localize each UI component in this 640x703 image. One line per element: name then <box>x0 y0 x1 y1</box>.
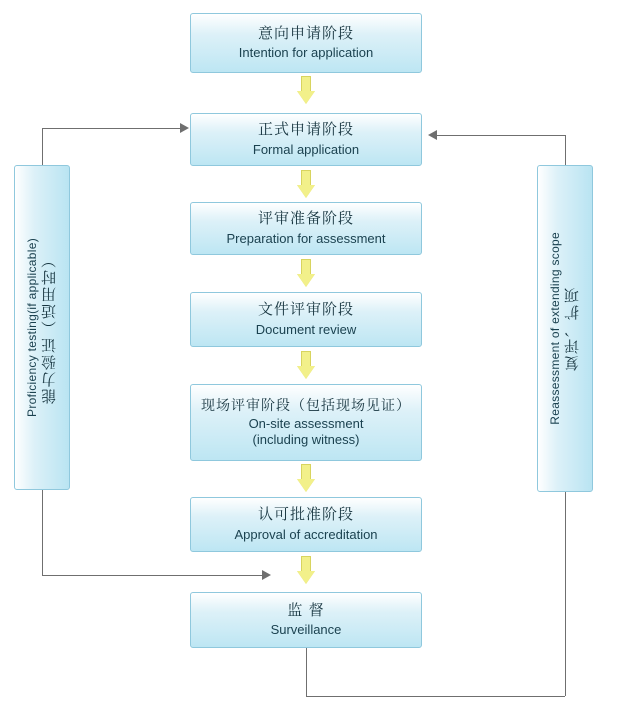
node-formal-application-en: Formal application <box>252 141 360 157</box>
connector-left-top-arrowhead <box>180 123 189 133</box>
node-approval-en: Approval of accreditation <box>234 526 378 542</box>
connector-right-bottom-vertical <box>306 648 307 696</box>
node-approval[interactable] <box>190 497 422 552</box>
arrow-approval-to-surveillance <box>297 556 315 584</box>
node-preparation-en: Preparation for assessment <box>226 230 386 246</box>
sidebar-reassessment-cn: 复评、扩项 <box>563 286 581 371</box>
connector-left-bottom-arrowhead <box>262 570 271 580</box>
node-document-review-cn: 文件评审阶段 <box>257 301 354 318</box>
connector-right-bottom-riser <box>565 492 566 696</box>
node-onsite-assessment-cn: 现场评审阶段（包括现场见证） <box>201 396 411 413</box>
arrow-document-to-onsite <box>297 351 315 379</box>
arrow-intention-to-formal <box>297 76 315 104</box>
node-formal-application-cn: 正式申请阶段 <box>257 121 354 138</box>
arrow-onsite-to-approval <box>297 464 315 492</box>
node-intention[interactable] <box>190 13 422 73</box>
connector-right-top-arrowhead <box>428 130 437 140</box>
arrow-preparation-to-document <box>297 259 315 287</box>
connector-right-top-horizontal <box>437 135 565 136</box>
node-preparation-cn: 评审准备阶段 <box>257 210 354 227</box>
sidebar-reassessment[interactable] <box>537 165 593 492</box>
node-document-review[interactable] <box>190 292 422 347</box>
connector-right-bottom-horizontal <box>306 696 565 697</box>
node-surveillance-cn: 监 督 <box>287 601 325 619</box>
connector-left-top-vertical <box>42 128 43 165</box>
sidebar-proficiency-testing[interactable] <box>14 165 70 490</box>
connector-right-top-vertical <box>565 135 566 165</box>
node-document-review-en: Document review <box>255 321 357 337</box>
node-formal-application[interactable] <box>190 113 422 166</box>
sidebar-proficiency-testing-en: Proficiency testing(if applicable) <box>24 238 39 417</box>
node-intention-cn: 意向申请阶段 <box>257 24 354 42</box>
arrow-formal-to-preparation <box>297 170 315 198</box>
sidebar-reassessment-en: Reassessment of extending scope <box>547 232 562 425</box>
node-approval-cn: 认可批准阶段 <box>257 506 354 523</box>
node-preparation[interactable] <box>190 202 422 255</box>
node-onsite-assessment[interactable] <box>190 384 422 461</box>
sidebar-proficiency-testing-cn: 能力验证（适用时） <box>40 251 58 404</box>
node-surveillance[interactable] <box>190 592 422 648</box>
node-onsite-assessment-en: On-site assessment <box>248 416 364 431</box>
node-intention-en: Intention for application <box>238 45 374 61</box>
connector-left-bottom-vertical <box>42 490 43 575</box>
node-surveillance-en: Surveillance <box>270 622 342 638</box>
connector-left-top-horizontal <box>42 128 182 129</box>
connector-left-bottom-horizontal <box>42 575 264 576</box>
node-onsite-assessment-en2: (including witness) <box>252 432 360 448</box>
